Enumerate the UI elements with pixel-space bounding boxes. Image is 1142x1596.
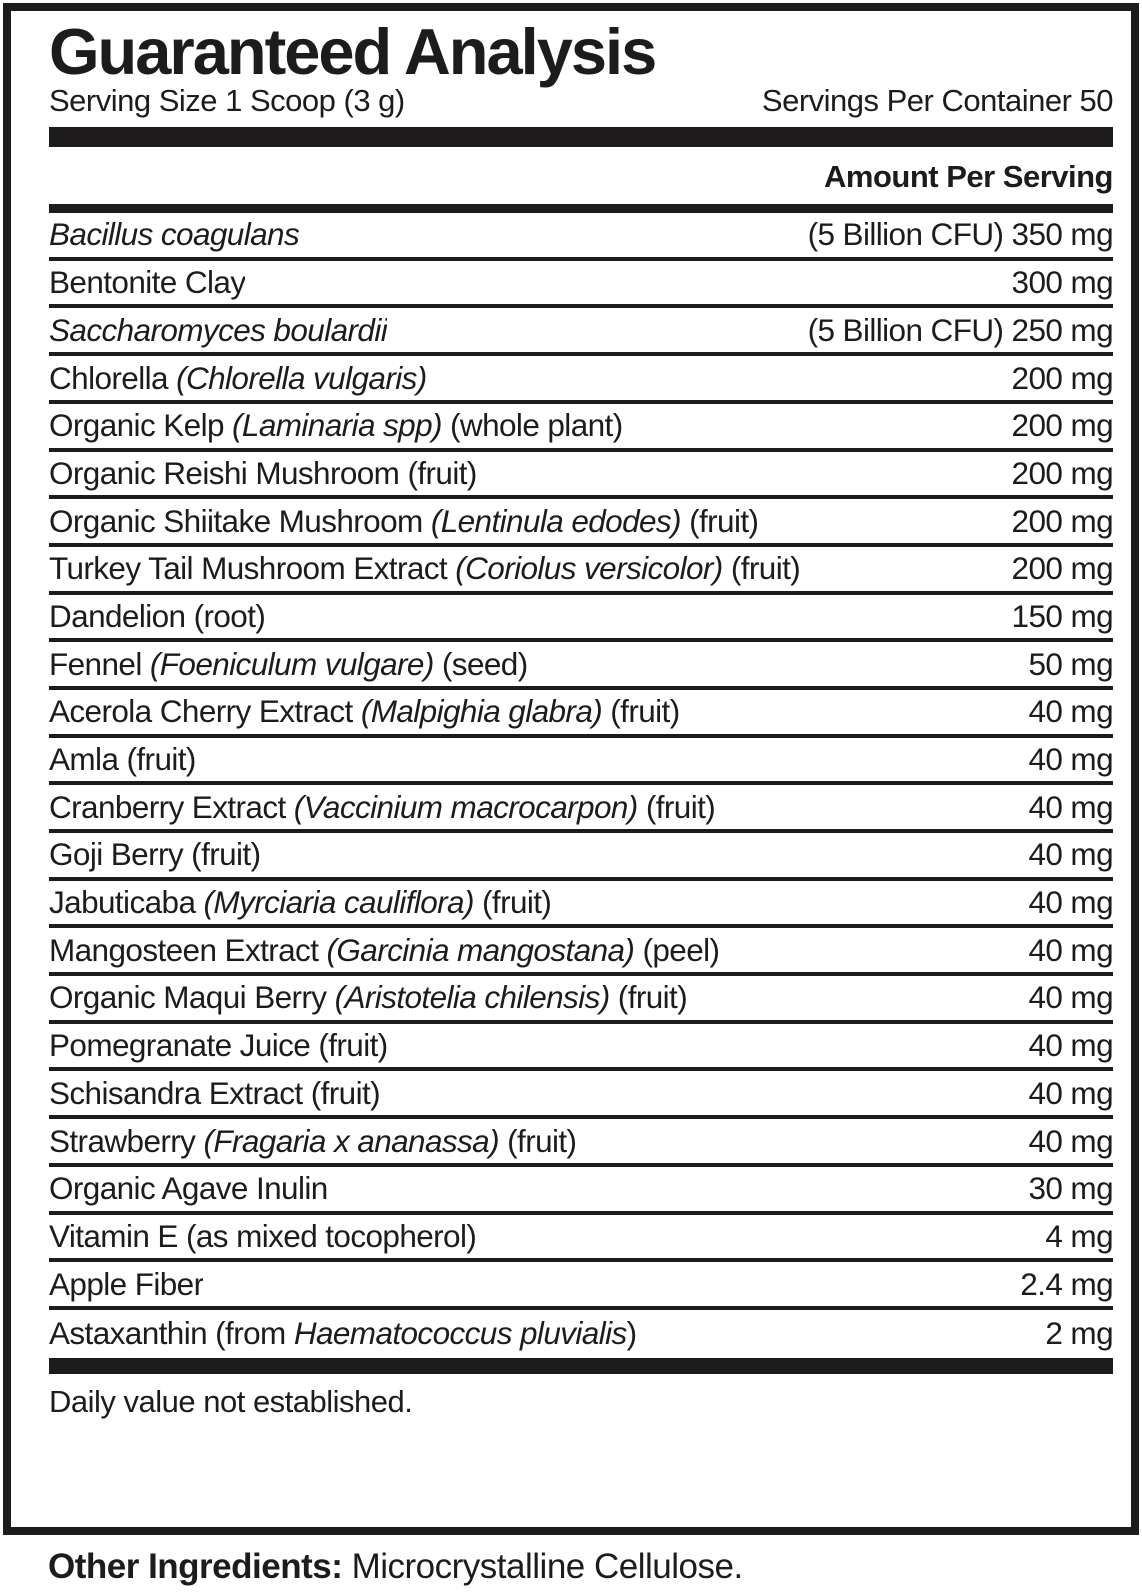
other-ingredients-label: Other Ingredients: xyxy=(48,1547,343,1586)
other-ingredients-line xyxy=(48,1547,1142,1587)
guaranteed-analysis-panel xyxy=(3,3,1139,1535)
divider-thick-top xyxy=(49,127,1113,147)
ingredient-amount: 200 mg xyxy=(1011,359,1113,396)
ingredient-name: Organic Shiitake Mushroom (Lentinula edodes) (fruit) xyxy=(49,502,759,539)
ingredient-row xyxy=(49,881,1113,929)
ingredient-amount: 40 mg xyxy=(1028,693,1113,730)
ingredient-amount: 200 mg xyxy=(1011,550,1113,587)
ingredient-row xyxy=(49,213,1113,261)
panel-title: Guaranteed Analysis xyxy=(49,15,656,88)
daily-value-note: Daily value not established. xyxy=(49,1384,413,1420)
ingredient-name: Strawberry (Fragaria x ananassa) (fruit) xyxy=(49,1122,577,1159)
ingredient-row xyxy=(49,404,1113,452)
ingredient-name: Pomegranate Juice (fruit) xyxy=(49,1027,388,1064)
ingredient-name: Astaxanthin (from Haematococcus pluvialis) xyxy=(49,1315,637,1352)
ingredient-row xyxy=(49,356,1113,404)
ingredient-name: Chlorella (Chlorella vulgaris) xyxy=(49,359,427,396)
ingredient-row xyxy=(49,1310,1113,1358)
ingredient-amount: (5 Billion CFU) 350 mg xyxy=(807,216,1113,253)
serving-info-row xyxy=(49,84,1113,118)
ingredient-row xyxy=(49,1119,1113,1167)
ingredient-amount: 40 mg xyxy=(1028,884,1113,921)
ingredient-row xyxy=(49,452,1113,500)
ingredient-amount: 200 mg xyxy=(1011,407,1113,444)
ingredient-name: Jabuticaba (Myrciaria cauliflora) (fruit) xyxy=(49,884,552,921)
ingredient-amount: 40 mg xyxy=(1028,1074,1113,1111)
ingredient-name: Bentonite Clay xyxy=(49,264,246,301)
ingredient-row xyxy=(49,1167,1113,1215)
ingredient-row xyxy=(49,976,1113,1024)
ingredient-name: Saccharomyces boulardii xyxy=(49,311,388,348)
ingredient-amount: 40 mg xyxy=(1028,741,1113,777)
ingredient-amount: 2 mg xyxy=(1045,1315,1113,1352)
ingredient-row xyxy=(49,499,1113,547)
ingredient-amount: 40 mg xyxy=(1028,788,1113,825)
ingredient-row xyxy=(49,690,1113,738)
ingredient-amount: 4 mg xyxy=(1045,1217,1113,1254)
ingredient-amount: (5 Billion CFU) 250 mg xyxy=(807,311,1113,348)
ingredient-name: Goji Berry (fruit) xyxy=(49,836,261,873)
ingredient-row xyxy=(49,785,1113,833)
ingredient-amount: 40 mg xyxy=(1028,979,1113,1016)
ingredient-row xyxy=(49,1215,1113,1263)
ingredient-table xyxy=(49,213,1113,1358)
ingredient-row xyxy=(49,738,1113,786)
ingredient-amount: 50 mg xyxy=(1028,645,1113,682)
ingredient-name: Amla (fruit) xyxy=(49,741,196,777)
ingredient-amount: 30 mg xyxy=(1028,1170,1113,1207)
ingredient-name: Turkey Tail Mushroom Extract (Coriolus versicolor) (fruit) xyxy=(49,550,801,587)
ingredient-name: Cranberry Extract (Vaccinium macrocarpon) (fruit) xyxy=(49,788,716,825)
ingredient-row xyxy=(49,833,1113,881)
ingredient-name: Organic Kelp (Laminaria spp) (whole plant) xyxy=(49,407,623,444)
ingredient-name: Mangosteen Extract (Garcinia mangostana) (peel) xyxy=(49,931,720,968)
ingredient-row xyxy=(49,642,1113,690)
ingredient-row xyxy=(49,547,1113,595)
other-ingredients-value: Microcrystalline Cellulose. xyxy=(342,1547,743,1586)
ingredient-name: Dandelion (root) xyxy=(49,597,266,634)
ingredient-amount: 2.4 mg xyxy=(1020,1265,1113,1302)
ingredient-amount: 200 mg xyxy=(1011,454,1113,491)
servings-per-container-text: Servings Per Container 50 xyxy=(761,83,1113,118)
divider-heavy-bottom xyxy=(49,1358,1113,1374)
ingredient-amount: 40 mg xyxy=(1028,931,1113,968)
ingredient-row xyxy=(49,595,1113,643)
ingredient-name: Fennel (Foeniculum vulgare) (seed) xyxy=(49,645,528,682)
amount-per-serving-header: Amount Per Serving xyxy=(824,159,1113,195)
ingredient-row xyxy=(49,928,1113,976)
divider-medium xyxy=(49,204,1113,213)
ingredient-row xyxy=(49,1071,1113,1119)
ingredient-amount: 40 mg xyxy=(1028,836,1113,873)
ingredient-name: Apple Fiber xyxy=(49,1265,204,1302)
ingredient-name: Acerola Cherry Extract (Malpighia glabra) (fruit) xyxy=(49,693,680,730)
ingredient-amount: 200 mg xyxy=(1011,502,1113,539)
ingredient-row xyxy=(49,1024,1113,1072)
ingredient-name: Vitamin E (as mixed tocopherol) xyxy=(49,1217,477,1254)
ingredient-name: Bacillus coagulans xyxy=(49,216,300,253)
ingredient-amount: 300 mg xyxy=(1011,264,1113,301)
serving-size-text: Serving Size 1 Scoop (3 g) xyxy=(49,83,405,118)
ingredient-amount: 150 mg xyxy=(1011,597,1113,634)
ingredient-name: Organic Agave Inulin xyxy=(49,1170,328,1207)
ingredient-row xyxy=(49,308,1113,356)
ingredient-row xyxy=(49,1262,1113,1310)
ingredient-name: Schisandra Extract (fruit) xyxy=(49,1074,381,1111)
ingredient-name: Organic Maqui Berry (Aristotelia chilensis) (fruit) xyxy=(49,979,688,1016)
ingredient-row xyxy=(49,261,1113,309)
ingredient-name: Organic Reishi Mushroom (fruit) xyxy=(49,454,477,491)
ingredient-amount: 40 mg xyxy=(1028,1027,1113,1064)
ingredient-amount: 40 mg xyxy=(1028,1122,1113,1159)
